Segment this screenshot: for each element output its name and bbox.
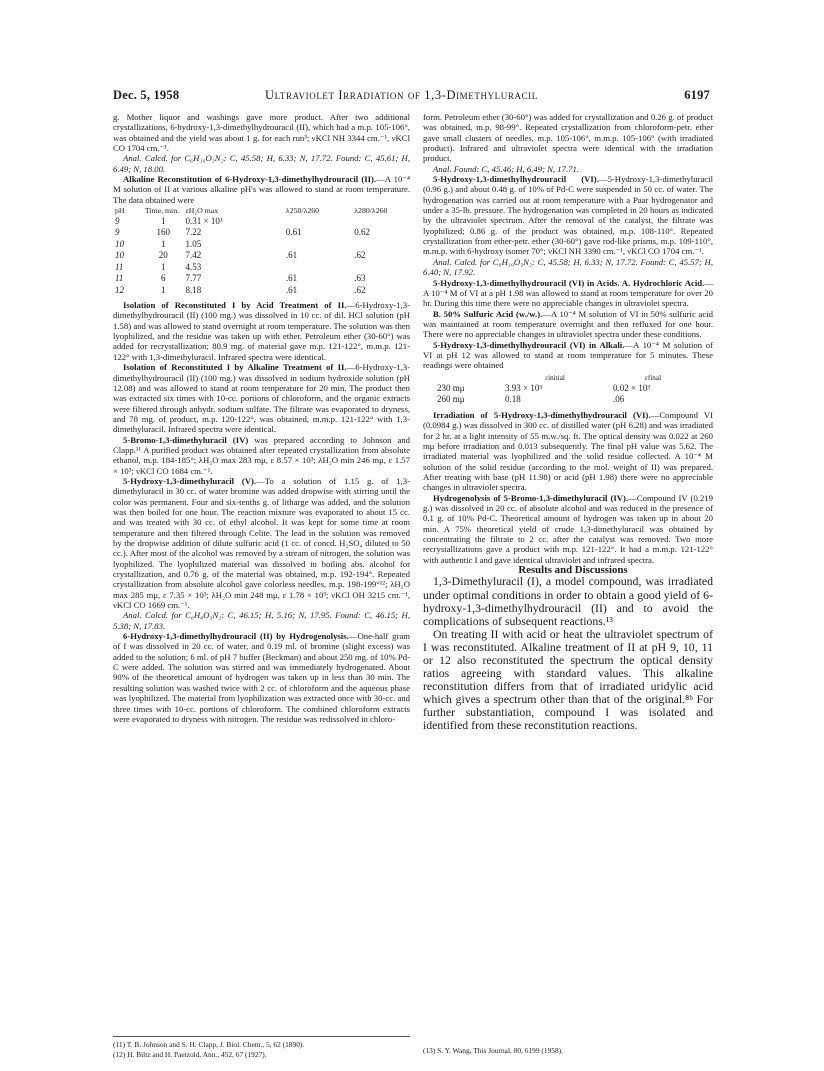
- paragraph-title: 6-Hydroxy-1,3-dimethylhydrouracil (II) by Hydrogenolysis.: [123, 631, 349, 642]
- table-body: [113, 216, 410, 297]
- table-cell: 8.18: [185, 284, 202, 295]
- table-row: [113, 250, 410, 262]
- paragraph: g. Mother liquor and washings gave more product. After two additional crystallizations, 6-hydroxy-1,3-dimethylhydrouracil (II), which had a m.p. 105-106°, was obtained and the yield was about 1 g. for each run³; νKCl NH 3344 cm.⁻¹, νKCl CO 1704 cm.⁻¹.: [113, 112, 410, 154]
- paragraph-body: —A 10⁻⁴ M solution of II at various alkaline pH's was allowed to stand at room temperature. The data obtained were: [113, 174, 410, 205]
- paragraph: [113, 362, 410, 434]
- paragraph-title: 5-Hydroxy-1,3-dimethylhydrouracil (VI).: [433, 174, 599, 185]
- table-header: λ280/λ260: [354, 206, 388, 216]
- paragraph-body: —To a solution of 1.15 g. of 1,3-dimethyluracil in 30 cc. of water bromine was added dropwise with stirring until the color was permanent. Four and six-tenths g. of litharge was added, and the solution was then boiled for one hour. The reaction mixture was evaporated to about 15 cc. and was treated with 30 cc. of ethyl alcohol. It was kept for some time at room temperature and then filtered through Celite. The lead in the solution was removed by the dropwise addition of dilute sulfuric acid (1 cc. of concd. H₂SO₄ diluted to 50 cc.). After most of the alcohol was removed by a stream of nitrogen, the solution was lyophilized. The lyophilized material was dissolved in boiling abs. alcohol for crystallization, and 0.76 g. of the material was obtained, m.p. 192-194°. Repeated crystallization from absolute alcohol gave colorless needles, m.p. 198-199°¹²; λH₂O max 285 mμ, ε 7.35 × 10³; λH₂O min 248 mμ, ε 1.78 × 10³; νKCl OH 3215 cm.⁻¹, νKCl CO 1669 cm.⁻¹.: [113, 475, 411, 611]
- paragraph-title: Alkaline Reconstitution of 6-Hydroxy-1,3-dimethylhydrouracil (II).: [123, 174, 377, 185]
- paragraph-title: Hydrogenolysis of 5-Bromo-1,3-dimethyluracil (IV).: [433, 492, 629, 503]
- table-header: εH₂O max: [185, 206, 219, 216]
- page-number: 6197: [684, 88, 710, 102]
- paragraph-body: —6-Hydroxy-1,3-dimethylhydrouracil (II) (100 mg.) was dissolved in sodium hydroxide solution (pH 12.08) and was allowed to stand at room temperature for 20 min. The product then was extracted six times with 10-cc. portions of chloroform, and the organic extracts were filtered through anhydr. sodium sulfate. The filtrate was evaporated to dryness, and 78 mg. of product, m.p. 120-122°, was obtained, m.m.p. 121-122° with 1,3-dimethyluracil. Infrared spectra were identical.: [113, 362, 410, 435]
- table-header: Time, min.: [144, 206, 180, 216]
- table-cell: 0.62: [354, 227, 371, 238]
- table-cell: .62: [354, 250, 366, 261]
- table-cell: 0.18: [505, 394, 521, 405]
- table-cell: 6: [160, 273, 166, 284]
- alkali-readings-table: [433, 373, 697, 406]
- table-header: pH: [115, 206, 125, 216]
- page-header: [113, 88, 710, 106]
- paragraph: form. Petroleum ether (30-60°) was added for crystallization and 0.26 g. of product was obtained, m.p. 98-99°. Repeated crystallization from chloroform-petr. ether gave small clusters of needles, m.p. 105-106°, m.m.p. 105-106° (with irradiated product). Infrared and ultraviolet spectra were identical with the irradiation product.: [423, 112, 713, 164]
- paragraph-body: —A 10⁻⁴ M solution of VI in 50% sulfuric acid was maintained at room temperature overnight and then refluxed for one hour. There were no appreciable changes in ultraviolet spectra under these conditions.: [423, 308, 713, 340]
- table-cell: [352, 239, 410, 251]
- paragraph: [113, 174, 410, 205]
- paragraph: [113, 435, 410, 476]
- paragraph: [423, 340, 713, 371]
- table-cell: 1: [160, 284, 166, 295]
- table-cell: 10: [115, 238, 124, 249]
- table-cell: 7.77: [185, 273, 202, 284]
- table-cell: 10: [115, 250, 124, 261]
- table-header: εfinal: [644, 373, 662, 382]
- table-cell: 7.22: [185, 227, 202, 238]
- footnote: (11) T. B. Johnson and S. H. Clapp, J. Biol. Chem., 5, 62 (1890).: [113, 1040, 305, 1049]
- table-header-row: [113, 207, 410, 216]
- footnote: (12) H. Biltz and H. Paetzold, Ann., 452, 67 (1927).: [113, 1049, 267, 1059]
- table-body: [433, 383, 697, 406]
- table-cell: 7.42: [185, 250, 202, 261]
- table-cell: 9: [115, 227, 120, 238]
- paragraph: [423, 493, 713, 565]
- paragraph-title: Isolation of Reconstituted I by Alkaline Treatment of II.: [123, 362, 347, 373]
- table-cell: .61: [285, 273, 298, 284]
- table-cell: 1: [160, 261, 166, 272]
- paragraph: [423, 410, 713, 493]
- analysis-paragraph: Anal. Found: C, 45.46; H, 6.49; N, 17.71.: [433, 163, 579, 174]
- footnote: (13) S. Y. Wang, This Journal, 80, 6199 (1958).: [423, 1046, 563, 1055]
- table-cell: .61: [285, 250, 298, 261]
- paragraph-title: Irradiation of 5-Hydroxy-1,3-dimethylhydrouracil (VI).: [433, 409, 651, 420]
- paragraph-title: B. 50% Sulfuric Acid (w./w.).: [433, 308, 543, 319]
- table-cell: 4.53: [185, 261, 202, 272]
- table-header: εinitial: [545, 373, 565, 382]
- running-title: Ultraviolet Irradiation of 1,3-Dimethyluracil: [265, 88, 538, 102]
- table-cell: .63: [354, 273, 366, 284]
- table-cell: 1: [160, 238, 166, 249]
- paragraph-body: —Compound VI (0.0984 g.) was dissolved in 300 cc. of distilled water (pH 6.28) and was irradiated for 2 hr. at a light intensity of 55 m.w./sq. ft. The optical density was 0.022 at 260 mμ before irradiation and 0.013 subsequently. The final pH value was 5.62. The irradiated material was lyophilized and the solid residue collected. A 10⁻⁴ M solution of the solid residue (according to the mol. weight of II) was prepared. After treating with base (pH 11.98) or acid (pH 1.98) there were no appreciable changes in ultraviolet spectra.: [423, 409, 713, 493]
- table-cell: 260 mμ: [437, 394, 465, 405]
- table-row: [113, 262, 410, 274]
- paragraph-title: 5-Hydroxy-1,3-dimethyluracil (V).: [123, 475, 257, 486]
- analysis-paragraph: Anal. Calcd. for C₆H₁₀O₃N₂: C, 45.58; H, 6.33; N, 17.72. Found: C, 45.61; H, 6.49; N, 18.00.: [113, 153, 410, 174]
- table-cell: 1.05: [185, 238, 202, 249]
- table-cell: [352, 262, 410, 274]
- paragraph-title: Isolation of Reconstituted I by Acid Treatment of II.: [123, 300, 347, 311]
- table-cell: 230 mμ: [437, 382, 465, 393]
- table-row: [113, 227, 410, 239]
- table-cell: 3.93 × 10³: [505, 382, 543, 393]
- paragraph-title: 5-Hydroxy-1,3-dimethylhydrouracil (VI) in Alkali.: [433, 339, 625, 350]
- paragraph-title: 5-Hydroxy-1,3-dimethylhydrouracil (VI) in Acids. A. Hydrochloric Acid.: [433, 277, 705, 288]
- paragraph-body: —5-Hydroxy-1,3-dimethyluracil (0.96 g.) and about 0.48 g. of 10% of Pd-C were suspended in 50 cc. of water. The hydrogenation was carried out at room temperature with a Paar hydrogenator and under a 35-lb. pressure. The hydrogenation was completed in 20 hours as indicated by the ultraviolet spectrum. After the removal of the catalyst, the filtrate was lyophilized; 0.86 g. of the product was obtained, m.p. 108-110°. Repeated crystallization from ether-petr. ether (30-60°) gave rod-like prisms, m.p. 109-110°, m.m.p. with 6-hydroxy isomer 70°; νKCl NH 3390 cm.⁻¹, νKCl CO 1704 cm.⁻¹.: [423, 174, 713, 257]
- table-cell: [284, 216, 352, 228]
- table-cell: 0.02 × 10³: [613, 382, 651, 393]
- paragraph-body: —6-Hydroxy-1,3-dimethylhydrouracil (II) (100 mg.) was dissolved in 10 cc. of dil. HCl solution (pH 1.58) and was allowed to stand overnight at room temperature. The solution was then lyophilized, and the residue was taken up with ether. Petroleum ether (30-60°) was added for recrystallization; 80.9 mg. of material gave m.p. 121-122°, m.m.p. 121-122° with 1,3-dimethyluracil. Infrared spectra were identical.: [113, 300, 410, 362]
- right-footnotes: [423, 1046, 713, 1056]
- table-cell: 12: [115, 284, 124, 295]
- table-row: [113, 239, 410, 251]
- table-cell: 11: [115, 261, 124, 272]
- table-cell: .61: [285, 284, 298, 295]
- analysis-paragraph: Anal. Calcd. for C₆H₁₀O₃N₂: C, 45.58; H, 6.33; N, 17.72. Found: C, 45.57; H, 6.40; N, 17.92.: [423, 256, 713, 278]
- table-cell: 0.61: [285, 227, 302, 238]
- table-cell: 1: [160, 215, 166, 226]
- paragraph: [423, 278, 713, 309]
- paragraph-body: —A 10⁻⁴ M of VI at a pH 1.98 was allowed to stand at room temperature for over 20 hr. During this time there were no appreciable changes in ultraviolet spectra.: [423, 277, 713, 309]
- table-cell: 20: [158, 250, 168, 261]
- right-column: [423, 112, 713, 733]
- alkaline-reconstitution-table: [113, 207, 410, 296]
- paragraph-body: was prepared according to Johnson and Clapp.¹¹ A purified product was obtained after repeated crystallization from absolute ethanol, m.p. 184-185°; λH₂O max 283 mμ, ε 8.57 × 10³; λH₂O min 246 mμ, ε 1.57 × 10³; νKCl CO 1684 cm.⁻¹.: [113, 434, 410, 476]
- table-cell: 9: [115, 215, 120, 226]
- table-cell: 0.31 × 10³: [185, 215, 223, 226]
- left-column: [113, 112, 410, 724]
- table-row: [113, 273, 410, 285]
- section-heading: Results and Discussions: [518, 564, 628, 577]
- header-date: Dec. 5, 1958: [113, 88, 180, 102]
- left-footnotes: [113, 1036, 410, 1059]
- table-cell: .06: [613, 394, 625, 405]
- paragraph-body: —A 10⁻⁴ M solution of VI at pH 12 was allowed to stand at room temperature for 5 minutes. These readings were obtained: [423, 339, 714, 371]
- paragraph-body: —Compound IV (0.219 g.) was dissolved in 20 cc. of absolute alcohol and was reduced in the presence of 0.1 g. of 10% Pd-C. Theoretical amount of hydrogen was taken up in about 20 min. A 75% theoretical yield of crude 1,3-dimethyluracil was obtained by concentrating the filtrate to 2 cc. after the catalyst was removed. Two more recrystallizations gave a product with m.p. 121-122°. It had a m.m.p. 121-122° with authentic I and gave identical ultraviolet and infrared spectra.: [423, 492, 713, 565]
- paragraph: [113, 300, 410, 362]
- paragraph: [113, 476, 410, 610]
- results-paragraph: 1,3-Dimethyluracil (I), a model compound, was irradiated under optimal conditions in order to obtain a good yield of 6-hydroxy-1,3-dimethylhydrouracil (II) and to avoid the complications of subsequent reactions.¹³: [423, 574, 713, 628]
- table-cell: .62: [354, 284, 366, 295]
- table-cell: [284, 262, 352, 274]
- paragraph: [113, 631, 410, 724]
- paragraph: [423, 309, 713, 340]
- table-header-row: [433, 373, 697, 383]
- analysis-paragraph: Anal. Calcd. for C₆H₈O₃N₂: C, 46.15; H, 5.16; N, 17.95. Found: C, 46.15; H, 5.38; N, 17.83.: [113, 610, 410, 631]
- table-header: λ250/λ260: [285, 206, 320, 216]
- table-header: [433, 373, 501, 383]
- table-cell: [284, 239, 352, 251]
- table-cell: [352, 216, 410, 228]
- results-paragraph: On treating II with acid or heat the ultraviolet spectrum of I was reconstituted. Alkaline treatment of II at pH 9, 10, 11 or 12 also reconstituted the spectrum the optical density ratios agreeing with standard values. This alkaline reconstitution differs from that of irradiated uridylic acid which gives a spectrum other than that of the original.⁸ᵇ For further substantiation, compound I was isolated and identified from these reconstitution reactions.: [423, 626, 713, 733]
- table-cell: 160: [156, 227, 170, 238]
- table-cell: 11: [115, 273, 124, 284]
- paragraph-body: —One-half gram of I was dissolved in 20 cc. of water, and 0.19 ml. of bromine (slight excess) was added to the solution; 6 ml. of pH 7 buffer (Beckman) and about 250 mg. of 10% Pd-C were added. The solution was stirred and was immediately hydrogenated. About 90% of the theoretical amount of hydrogen was taken up in less than 30 min. The resulting solution was washed twice with 2 cc. of chloroform and the aqueous phase was lyophilized. The material from lyophilization was extracted once with 30-cc. and three times with 10-cc. portions of chloroform. The combined chloroform extracts were evaporated to dryness with nitrogen. The residue was redissolved in chloro-: [113, 631, 410, 724]
- table-row: [433, 383, 697, 395]
- table-row: [113, 285, 410, 297]
- paragraph: [423, 174, 713, 257]
- paragraph-title: 5-Bromo-1,3-dimethyluracil (IV): [123, 434, 249, 445]
- table-row: [113, 216, 410, 228]
- table-row: [433, 394, 697, 406]
